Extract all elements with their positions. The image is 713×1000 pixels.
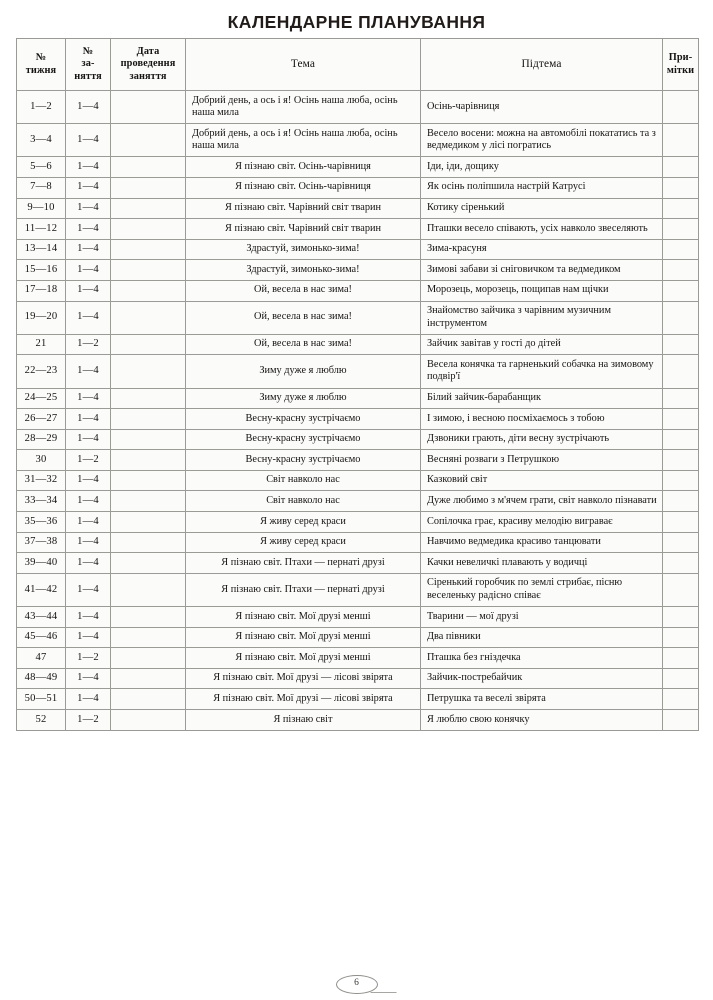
cell-week: 13—14 <box>17 239 66 260</box>
table-row <box>17 388 699 409</box>
cell-lesson: 1—4 <box>66 91 111 124</box>
cell-lesson: 1—4 <box>66 239 111 260</box>
cell-theme-text: Я пізнаю світ. Чарівний світ тварин <box>225 202 381 214</box>
cell-week: 37—38 <box>17 532 66 553</box>
cell-lesson: 1—4 <box>66 219 111 240</box>
cell-theme <box>186 239 421 260</box>
table-row <box>17 627 699 648</box>
cell-subtheme: Сіренький горобчик по землі стрибає, пісню веселеньку радісно співає <box>421 573 663 606</box>
cell-theme-text: Я пізнаю світ. Мої друзі менші <box>235 631 371 643</box>
cell-date <box>111 409 186 430</box>
cell-notes <box>663 239 699 260</box>
cell-theme-text: Я пізнаю світ. Чарівний світ тварин <box>225 222 381 234</box>
cell-lesson: 1—4 <box>66 409 111 430</box>
table-row <box>17 301 699 334</box>
page-number-badge: 6 <box>336 975 378 994</box>
cell-notes <box>663 710 699 731</box>
table-row <box>17 491 699 512</box>
cell-theme-text: Здрастуй, зимонько-зима! <box>246 263 360 275</box>
cell-theme <box>186 334 421 355</box>
cell-notes <box>663 409 699 430</box>
cell-week: 3—4 <box>17 124 66 157</box>
column-header-notes-line2: мітки <box>666 64 695 76</box>
cell-week: 5—6 <box>17 157 66 178</box>
table-row <box>17 260 699 281</box>
cell-theme <box>186 157 421 178</box>
cell-theme <box>186 124 421 157</box>
cell-theme-text: Зиму дуже я люблю <box>259 392 347 403</box>
cell-subtheme: Я люблю свою конячку <box>421 710 663 731</box>
cell-week: 9—10 <box>17 198 66 219</box>
cell-notes <box>663 124 699 157</box>
table-body <box>17 91 699 731</box>
cell-theme <box>186 532 421 553</box>
cell-lesson: 1—2 <box>66 648 111 669</box>
cell-date <box>111 334 186 355</box>
table-row <box>17 450 699 471</box>
table-row <box>17 198 699 219</box>
cell-date <box>111 512 186 533</box>
cell-lesson: 1—4 <box>66 355 111 388</box>
column-header-notes-line1: При- <box>668 51 693 63</box>
column-header-week-line1: № <box>35 51 47 63</box>
cell-theme-text: Я живу серед краси <box>260 536 346 548</box>
cell-theme <box>186 301 421 334</box>
cell-theme <box>186 429 421 450</box>
cell-theme <box>186 177 421 198</box>
cell-week: 35—36 <box>17 512 66 533</box>
table-row <box>17 239 699 260</box>
table-row <box>17 177 699 198</box>
cell-week: 11—12 <box>17 219 66 240</box>
table-row <box>17 124 699 157</box>
cell-lesson: 1—4 <box>66 689 111 710</box>
cell-lesson: 1—2 <box>66 710 111 731</box>
cell-lesson: 1—4 <box>66 627 111 648</box>
cell-week: 39—40 <box>17 553 66 574</box>
cell-subtheme: Петрушка та веселі звірята <box>421 689 663 710</box>
cell-notes <box>663 301 699 334</box>
cell-notes <box>663 648 699 669</box>
table-row <box>17 470 699 491</box>
cell-theme-text: Я пізнаю світ. Птахи — пернаті друзі <box>221 556 385 568</box>
cell-lesson: 1—4 <box>66 260 111 281</box>
cell-subtheme: Знайомство зайчика з чарівним музичним інструментом <box>421 301 663 334</box>
cell-notes <box>663 532 699 553</box>
cell-date <box>111 301 186 334</box>
cell-date <box>111 450 186 471</box>
cell-subtheme: Дуже любимо з м'ячем грати, світ навколо пізнавати <box>421 491 663 512</box>
calendar-planning-table <box>16 38 699 731</box>
cell-notes <box>663 627 699 648</box>
column-header-week <box>17 39 66 91</box>
cell-theme <box>186 470 421 491</box>
table-header-row <box>17 39 699 91</box>
cell-theme-text: Я пізнаю світ. Мої друзі менші <box>235 610 371 622</box>
cell-week: 28—29 <box>17 429 66 450</box>
cell-week: 48—49 <box>17 668 66 689</box>
cell-theme-text: Я пізнаю світ. Осінь-чарівниця <box>235 160 371 172</box>
cell-week: 15—16 <box>17 260 66 281</box>
cell-subtheme: Осінь-чарівниця <box>421 91 663 124</box>
cell-theme <box>186 553 421 574</box>
cell-lesson: 1—2 <box>66 334 111 355</box>
cell-date <box>111 177 186 198</box>
cell-lesson: 1—4 <box>66 429 111 450</box>
cell-theme-text: Я пізнаю світ. Птахи — пернаті друзі <box>221 583 385 595</box>
cell-notes <box>663 491 699 512</box>
cell-date <box>111 689 186 710</box>
cell-subtheme: Зайчик завітав у гості до дітей <box>421 334 663 355</box>
cell-theme-text: Ой, весела в нас зима! <box>254 284 352 296</box>
cell-subtheme: Зимові забави зі сніговичком та ведмедиком <box>421 260 663 281</box>
cell-subtheme: Дзвоники грають, діти весну зустрічають <box>421 429 663 450</box>
cell-date <box>111 280 186 301</box>
cell-notes <box>663 157 699 178</box>
cell-theme-text: Зиму дуже я люблю <box>259 365 347 377</box>
cell-notes <box>663 668 699 689</box>
cell-notes <box>663 260 699 281</box>
cell-theme <box>186 260 421 281</box>
cell-week: 1—2 <box>17 91 66 124</box>
cell-date <box>111 553 186 574</box>
cell-theme-text: Я пізнаю світ. Мої друзі — лісові звірята <box>213 692 393 704</box>
cell-date <box>111 239 186 260</box>
column-header-date-line2: проведення <box>120 58 176 70</box>
cell-theme <box>186 648 421 669</box>
cell-week: 30 <box>17 450 66 471</box>
cell-lesson: 1—4 <box>66 177 111 198</box>
cell-theme <box>186 491 421 512</box>
cell-subtheme: Котику сіренький <box>421 198 663 219</box>
cell-notes <box>663 470 699 491</box>
cell-theme-text: Ой, весела в нас зима! <box>254 338 352 350</box>
cell-date <box>111 648 186 669</box>
cell-subtheme: Білий зайчик-барабанщик <box>421 388 663 409</box>
cell-subtheme: Весело восени: можна на автомобілі покататись та з ведмедиком у лісі погратись <box>421 124 663 157</box>
cell-subtheme: Два півники <box>421 627 663 648</box>
cell-notes <box>663 553 699 574</box>
cell-theme-text: Світ навколо нас <box>266 474 340 486</box>
cell-subtheme: Як осінь поліпшила настрій Катрусі <box>421 177 663 198</box>
cell-theme <box>186 388 421 409</box>
cell-subtheme: Сопілочка грає, красиву мелодію виграває <box>421 512 663 533</box>
cell-notes <box>663 177 699 198</box>
cell-theme <box>186 689 421 710</box>
cell-subtheme: Зима-красуня <box>421 239 663 260</box>
cell-lesson: 1—4 <box>66 512 111 533</box>
cell-date <box>111 124 186 157</box>
cell-theme-text: Я пізнаю світ <box>273 713 333 725</box>
table-row <box>17 429 699 450</box>
cell-theme-text: Здрастуй, зимонько-зима! <box>246 243 360 255</box>
cell-date <box>111 470 186 491</box>
table-header <box>17 39 699 91</box>
column-header-week-line2: тижня <box>25 64 57 76</box>
cell-week: 41—42 <box>17 573 66 606</box>
cell-notes <box>663 388 699 409</box>
cell-theme <box>186 627 421 648</box>
cell-lesson: 1—4 <box>66 388 111 409</box>
cell-subtheme: Качки невеличкі плавають у водичці <box>421 553 663 574</box>
cell-subtheme: Тварини — мої друзі <box>421 607 663 628</box>
column-header-subtheme: Підтема <box>421 39 663 91</box>
column-header-theme: Тема <box>186 39 421 91</box>
column-header-date <box>111 39 186 91</box>
cell-lesson: 1—4 <box>66 198 111 219</box>
cell-date <box>111 157 186 178</box>
cell-date <box>111 260 186 281</box>
cell-lesson: 1—4 <box>66 470 111 491</box>
cell-notes <box>663 429 699 450</box>
cell-date <box>111 532 186 553</box>
cell-date <box>111 355 186 388</box>
column-header-date-line1: Дата <box>136 45 160 57</box>
cell-week: 7—8 <box>17 177 66 198</box>
cell-theme <box>186 355 421 388</box>
table-row <box>17 334 699 355</box>
cell-notes <box>663 334 699 355</box>
cell-lesson: 1—4 <box>66 607 111 628</box>
cell-date <box>111 607 186 628</box>
cell-week: 52 <box>17 710 66 731</box>
cell-theme <box>186 409 421 430</box>
cell-notes <box>663 91 699 124</box>
cell-week: 19—20 <box>17 301 66 334</box>
cell-theme-text: Добрий день, а ось і я! Осінь наша люба, осінь наша мила <box>192 94 398 119</box>
cell-theme-text: Я пізнаю світ. Мої друзі — лісові звірята <box>213 672 393 684</box>
cell-lesson: 1—4 <box>66 157 111 178</box>
cell-week: 21 <box>17 334 66 355</box>
cell-notes <box>663 450 699 471</box>
cell-subtheme: Весняні розваги з Петрушкою <box>421 450 663 471</box>
table-row <box>17 689 699 710</box>
cell-notes <box>663 512 699 533</box>
cell-theme <box>186 512 421 533</box>
cell-theme-text: Я живу серед краси <box>260 515 346 527</box>
cell-subtheme: Зайчик-постребайчик <box>421 668 663 689</box>
column-header-lesson <box>66 39 111 91</box>
cell-subtheme: Іди, іди, дощику <box>421 157 663 178</box>
cell-notes <box>663 280 699 301</box>
column-header-date-line3: заняття <box>129 70 167 82</box>
cell-theme <box>186 607 421 628</box>
table-row <box>17 710 699 731</box>
cell-date <box>111 491 186 512</box>
cell-lesson: 1—4 <box>66 573 111 606</box>
cell-theme <box>186 280 421 301</box>
cell-week: 33—34 <box>17 491 66 512</box>
cell-lesson: 1—4 <box>66 668 111 689</box>
table-row <box>17 409 699 430</box>
cell-notes <box>663 689 699 710</box>
cell-theme-text: Ой, весела в нас зима! <box>254 311 352 323</box>
column-header-lesson-line1: № <box>82 45 94 57</box>
cell-date <box>111 573 186 606</box>
cell-lesson: 1—2 <box>66 450 111 471</box>
cell-week: 22—23 <box>17 355 66 388</box>
table-row <box>17 512 699 533</box>
table-row <box>17 648 699 669</box>
cell-week: 17—18 <box>17 280 66 301</box>
cell-theme <box>186 710 421 731</box>
cell-lesson: 1—4 <box>66 301 111 334</box>
cell-date <box>111 91 186 124</box>
page-number-footer <box>0 972 713 996</box>
cell-notes <box>663 355 699 388</box>
cell-date <box>111 668 186 689</box>
cell-subtheme: Пташки весело співають, усіх навколо звеселяють <box>421 219 663 240</box>
column-header-lesson-line3: няття <box>74 70 102 82</box>
table-row <box>17 219 699 240</box>
column-header-notes <box>663 39 699 91</box>
table-row <box>17 553 699 574</box>
cell-date <box>111 429 186 450</box>
cell-theme <box>186 198 421 219</box>
table-row <box>17 668 699 689</box>
cell-week: 47 <box>17 648 66 669</box>
cell-subtheme: І зимою, і весною посміхаємось з тобою <box>421 409 663 430</box>
cell-lesson: 1—4 <box>66 491 111 512</box>
column-header-lesson-line2: за- <box>81 58 95 70</box>
page-title: КАЛЕНДАРНЕ ПЛАНУВАННЯ <box>227 12 486 32</box>
cell-lesson: 1—4 <box>66 532 111 553</box>
cell-theme <box>186 668 421 689</box>
cell-week: 31—32 <box>17 470 66 491</box>
cell-notes <box>663 607 699 628</box>
cell-date <box>111 388 186 409</box>
cell-date <box>111 219 186 240</box>
cell-lesson: 1—4 <box>66 124 111 157</box>
cell-date <box>111 710 186 731</box>
cell-subtheme: Пташка без гніздечка <box>421 648 663 669</box>
cell-theme-text: Світ навколо нас <box>266 494 340 506</box>
cell-theme <box>186 573 421 606</box>
cell-theme <box>186 91 421 124</box>
cell-lesson: 1—4 <box>66 553 111 574</box>
cell-theme-text: Весну-красну зустрічаємо <box>245 412 361 424</box>
cell-week: 43—44 <box>17 607 66 628</box>
cell-theme-text: Я пізнаю світ. Осінь-чарівниця <box>235 181 371 193</box>
table-row <box>17 355 699 388</box>
calendar-planning-table-wrapper <box>16 38 698 731</box>
cell-lesson: 1—4 <box>66 280 111 301</box>
table-row <box>17 91 699 124</box>
cell-notes <box>663 198 699 219</box>
cell-notes <box>663 573 699 606</box>
cell-date <box>111 627 186 648</box>
cell-theme-text: Добрий день, а ось і я! Осінь наша люба, осінь наша мила <box>192 127 398 152</box>
table-row <box>17 607 699 628</box>
cell-week: 24—25 <box>17 388 66 409</box>
cell-notes <box>663 219 699 240</box>
cell-theme-text: Весну-красну зустрічаємо <box>245 453 361 465</box>
cell-subtheme: Морозець, морозець, пощипав нам щічки <box>421 280 663 301</box>
table-row <box>17 532 699 553</box>
cell-subtheme: Казковий світ <box>421 470 663 491</box>
table-row <box>17 157 699 178</box>
cell-week: 50—51 <box>17 689 66 710</box>
cell-theme-text: Весну-красну зустрічаємо <box>245 433 361 445</box>
table-row <box>17 573 699 606</box>
cell-theme-text: Я пізнаю світ. Мої друзі менші <box>235 651 371 663</box>
cell-week: 26—27 <box>17 409 66 430</box>
cell-subtheme: Навчимо ведмедика красиво танцювати <box>421 532 663 553</box>
table-row <box>17 280 699 301</box>
cell-subtheme: Весела конячка та гарненький собачка на зимовому подвір'ї <box>421 355 663 388</box>
cell-theme <box>186 450 421 471</box>
cell-theme <box>186 219 421 240</box>
cell-date <box>111 198 186 219</box>
cell-week: 45—46 <box>17 627 66 648</box>
